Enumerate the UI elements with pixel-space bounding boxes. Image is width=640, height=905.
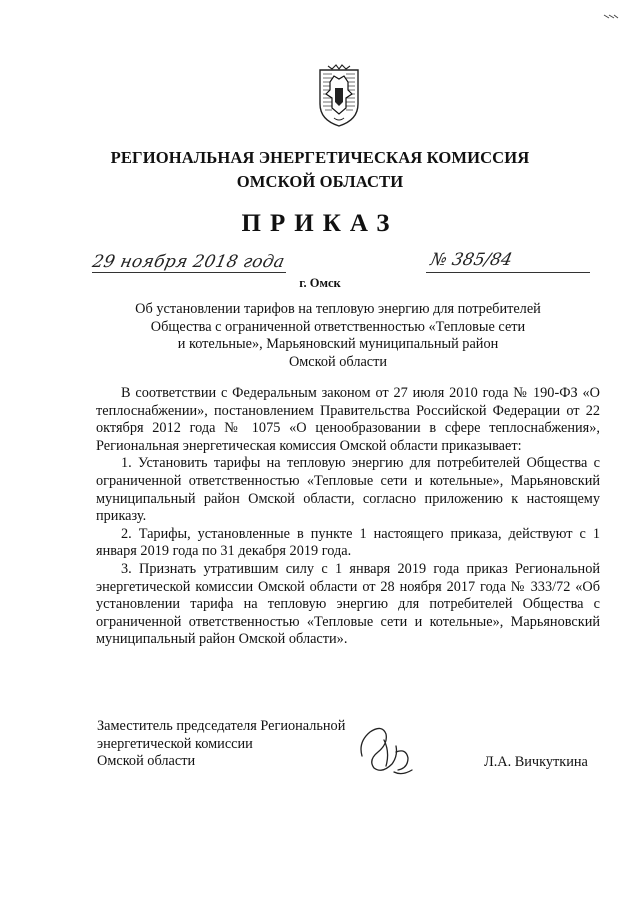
signer-position-line: энергетической комиссии [97, 735, 253, 752]
signer-position-line: Заместитель председателя Региональной [97, 718, 346, 734]
handwritten-date: 29 ноября 2018 года [90, 252, 287, 272]
handwritten-signature-icon [356, 722, 416, 778]
order-title [120, 301, 556, 371]
date-underline [92, 272, 286, 273]
order-title-line: Об установлении тарифов на тепловую энергию для потребителей [135, 301, 541, 317]
body-paragraph-preamble: В соответствии с Федеральным законом от 27 июля 2010 года № 190-ФЗ «О теплоснабжении», постановлением Правительства Российской Федерации от 22 октября 2012 года № 1075 «О ценообразовании в сфере теплоснабжения», Региональная энергетическая комиссия Омской области приказывает: [96, 385, 600, 454]
organization-name-line2: ОМСКОЙ ОБЛАСТИ [236, 172, 404, 191]
order-body [96, 385, 600, 649]
omsk-coat-of-arms-icon [316, 62, 362, 128]
body-paragraph-item-3: 3. Признать утратившим силу с 1 января 2019 года приказ Региональной энергетической комиссии Омской области от 28 ноября 2017 года № 333/72 «Об установлении тарифа на тепловую энергию для потребителей Общества с ограниченной ответственностью «Тепловые сети и котельные», Марьяновский муниципальный район Омской области». [96, 560, 600, 648]
city-label: г. Омск [299, 276, 341, 290]
signer-position [97, 718, 345, 771]
document-type-title: ПРИКАЗ [241, 210, 399, 237]
signer-position-line: Омской области [97, 753, 196, 770]
order-title-line: Омской области [288, 353, 388, 370]
number-underline [426, 272, 590, 273]
signer-name: Л.А. Вичкуткина [484, 754, 588, 770]
order-title-line: Общества с ограниченной ответственностью «Тепловые сети [150, 318, 526, 335]
handwritten-order-number: № 385/84 [428, 250, 515, 270]
corner-mark-icon [603, 14, 619, 20]
order-title-line: и котельные», Марьяновский муниципальный район [177, 336, 499, 352]
body-paragraph-item-1: 1. Установить тарифы на тепловую энергию для потребителей Общества с ограниченной ответственностью «Тепловые сети и котельные», Марьяновский муниципальный район Омской области, согласно приложению к настоящему приказу. [96, 455, 600, 525]
body-paragraph-item-2: 2. Тарифы, установленные в пункте 1 настоящего приказа, действуют с 1 января 2019 года по 31 декабря 2019 года. [96, 525, 600, 560]
organization-name-line1: РЕГИОНАЛЬНАЯ ЭНЕРГЕТИЧЕСКАЯ КОМИССИЯ [110, 148, 530, 167]
